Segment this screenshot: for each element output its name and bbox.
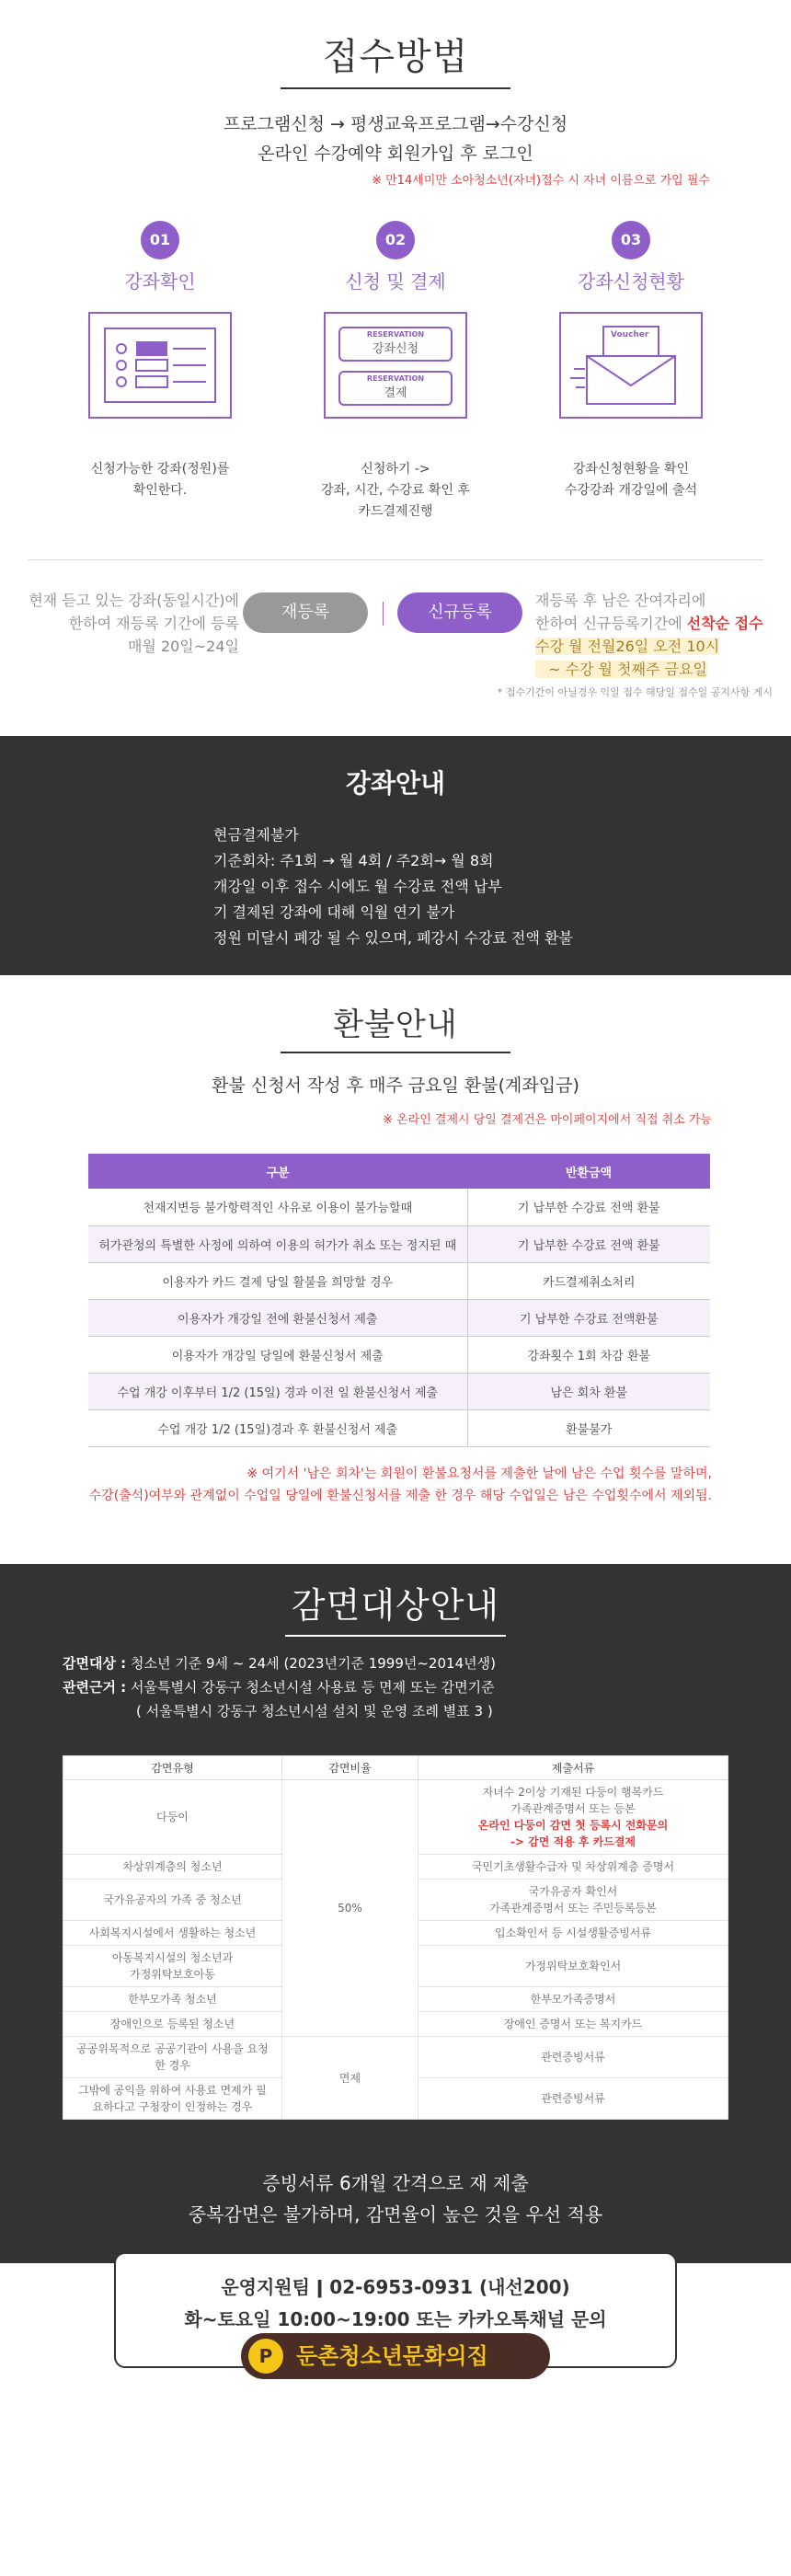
desc-text: 한하여 신규등록기간에 <box>535 615 687 632</box>
cell-line: 자녀수 2이상 기재된 다둥이 행복카드 <box>482 1786 664 1799</box>
step-desc-line: 강좌, 시간, 수강료 확인 후 <box>321 483 470 498</box>
cell: 차상위계층의 청소년 <box>63 1855 282 1880</box>
cell: 수업 개강 1/2 (15일)경과 후 환불신청서 제출 <box>88 1409 467 1446</box>
footnote-line: 중복감면은 불가하며, 감면율이 높은 것을 우선 적용 <box>188 2203 603 2225</box>
cell: 국가유공자의 가족 중 청소년 <box>63 1880 282 1921</box>
column-header: 감면유형 <box>63 1756 282 1780</box>
step-desc-line: 카드결제진행 <box>358 504 433 519</box>
table-row <box>88 1189 710 1225</box>
step-desc <box>294 459 497 523</box>
footnote-line: 증빙서류 6개월 간격으로 재 제출 <box>262 2172 529 2194</box>
cell: 가정위탁보호확인서 <box>418 1946 728 1987</box>
step-number: 01 <box>141 221 179 259</box>
cell: 기 납부한 수강료 전액 환불 <box>467 1189 710 1225</box>
title-underline <box>285 1635 506 1637</box>
apply-note: ※ 만14세미만 소아청소년(자녀)접수 시 자녀 이름으로 가입 필수 <box>372 174 710 188</box>
course-info-title: 강좌안내 <box>345 768 446 799</box>
center-name: 둔촌청소년문화의집 <box>296 2343 488 2369</box>
footnote-line: ※ 여기서 '남은 회차'는 회원이 환불요청서를 제출한 날에 남은 수업 횟수를 말하며, <box>246 1466 712 1481</box>
divider <box>28 559 763 560</box>
discount-footnote <box>0 2168 791 2230</box>
table-row <box>63 2037 728 2078</box>
cell-line: 요하다고 구청장이 인정하는 경우 <box>92 2100 253 2113</box>
desc-line: 재등록 후 남은 잔여자리에 <box>535 592 706 609</box>
info-label: 감면대상 : <box>63 1655 127 1672</box>
cell <box>63 2078 282 2120</box>
step-desc-line: 신청가능한 강좌(정원)를 <box>90 462 230 477</box>
cell-line: 그밖에 공익을 위하여 사용료 면제가 필 <box>78 2084 267 2097</box>
contact-hours: 화~토요일 10:00~19:00 또는 카카오톡채널 문의 <box>184 2308 607 2330</box>
list-item: 기준회차: 주1회 → 월 4회 / 주2회→ 월 8회 <box>213 852 494 869</box>
refund-title: 환불안내 <box>333 1006 458 1043</box>
desc-line: 매월 20일~24일 <box>127 638 239 655</box>
cell-line: 가정위탁보호아동 <box>130 1968 215 1981</box>
logo-p-icon: P <box>248 2339 283 2374</box>
desc-line <box>535 612 784 635</box>
step-3 <box>530 221 732 501</box>
step-title: 강좌확인 <box>124 270 196 293</box>
list-item: 개강일 이후 접수 시에도 월 수강료 전액 납부 <box>213 878 502 895</box>
cell: 남은 회차 환불 <box>467 1373 710 1409</box>
discount-basis-ref: ( 서울특별시 강동구 청소년시설 설치 및 운영 조례 별표 3 ) <box>136 1703 493 1719</box>
info-label: 관련근거 : <box>63 1679 127 1696</box>
cell: 환불불가 <box>467 1409 710 1446</box>
title-underline <box>281 1052 510 1053</box>
title-underline <box>281 87 510 89</box>
refund-subtitle: 환불 신청서 작성 후 매주 금요일 환불(계좌입금) <box>212 1075 579 1096</box>
table-row <box>88 1409 710 1446</box>
step-number: 03 <box>612 221 650 259</box>
refund-section <box>0 975 791 1564</box>
cell: 한부모가족 청소년 <box>63 1987 282 2012</box>
cell <box>418 1780 728 1855</box>
table-row <box>88 1299 710 1336</box>
rate-cell: 면제 <box>282 2037 418 2120</box>
apply-path: 프로그램신청 → 평생교육프로그램→수강신청 <box>223 114 568 134</box>
cell: 다둥이 <box>63 1780 282 1855</box>
column-header: 구분 <box>88 1154 467 1189</box>
cell: 장애인 증명서 또는 복지카드 <box>418 2012 728 2037</box>
cell: 국민기초생활수급자 및 차상위계층 증명서 <box>418 1855 728 1880</box>
cell-line: 가족관계증명서 또는 등본 <box>510 1802 636 1815</box>
cell: 이용자가 카드 결제 당일 활불을 희망할 경우 <box>88 1262 467 1299</box>
re-registration-button[interactable]: 재등록 <box>243 592 368 633</box>
discount-section <box>0 1564 791 2263</box>
list-item: 기 결제된 강좌에 대해 익월 연기 불가 <box>213 903 455 921</box>
cell <box>418 1880 728 1921</box>
apply-login: 온라인 수강예약 회원가입 후 로그인 <box>258 144 533 164</box>
reservation-tag: RESERVATION <box>366 330 425 339</box>
cell: 관련증빙서류 <box>418 2037 728 2078</box>
course-info-list <box>213 822 765 951</box>
cell: 입소확인서 등 시설생활증빙서류 <box>418 1921 728 1946</box>
voucher-envelope-icon <box>559 312 703 419</box>
step-title: 강좌신청현황 <box>578 270 684 293</box>
reservation-label: 강좌신청 <box>372 342 419 356</box>
cell-line: 아동복지시설의 청소년과 <box>111 1951 234 1964</box>
step-desc <box>530 459 732 501</box>
discount-target <box>63 1652 496 1674</box>
cell: 기 납부한 수강료 전액 환불 <box>467 1225 710 1262</box>
first-come-text: 선착순 접수 <box>686 615 763 632</box>
rate-cell: 50% <box>282 1780 418 2037</box>
new-registration-button[interactable]: 신규등록 <box>397 592 522 633</box>
cell: 관련증빙서류 <box>418 2078 728 2120</box>
cell <box>63 1946 282 1987</box>
step-title: 신청 및 결제 <box>345 270 446 293</box>
re-registration-desc <box>18 589 239 658</box>
new-registration-desc <box>535 589 784 681</box>
step-number: 02 <box>376 221 415 259</box>
discount-table <box>63 1755 728 2120</box>
cell: 장애인으로 등록된 청소년 <box>63 2012 282 2037</box>
checklist-icon <box>88 312 232 419</box>
cell-line: -> 감면 적용 후 카드결제 <box>510 1835 636 1848</box>
list-item: 현금결제불가 <box>213 826 299 844</box>
step-1 <box>59 221 261 501</box>
apply-title: 접수방법 <box>322 36 469 78</box>
info-value: 서울특별시 강동구 청소년시설 사용료 등 면제 또는 감면기준 <box>130 1679 495 1696</box>
cell: 사회복지시설에서 생활하는 청소년 <box>63 1921 282 1946</box>
step-2 <box>294 221 497 523</box>
list-item: 정원 미달시 폐강 될 수 있으며, 폐강시 수강료 전액 환불 <box>213 929 573 947</box>
cell: 수업 개강 이후부터 1/2 (15일) 경과 이전 일 환불신청서 제출 <box>88 1373 467 1409</box>
table-row <box>88 1373 710 1409</box>
column-header: 감면비율 <box>282 1756 418 1780</box>
cell: 카드결제취소처리 <box>467 1262 710 1299</box>
reservation-label: 결제 <box>384 386 407 400</box>
cell: 허가관청의 특별한 사정에 의하여 이용의 허가가 취소 또는 정지된 때 <box>88 1225 467 1262</box>
column-header: 반환금액 <box>467 1154 710 1189</box>
cell: 강좌횟수 1회 차감 환불 <box>467 1336 710 1373</box>
registration-row <box>0 589 791 699</box>
footnote-line: 수강(출석)여부와 관계없이 수업일 당일에 환불신청서를 제출 한 경우 해당 수업일은 남은 수업횟수에서 제외됨. <box>88 1489 712 1503</box>
reservation-icon <box>324 312 467 419</box>
refund-table <box>88 1154 710 1447</box>
cell-line: 국가유공자 확인서 <box>528 1885 618 1898</box>
period-highlight: 수강 월 전월26일 오전 10시 <box>535 638 720 655</box>
table-row <box>88 1262 710 1299</box>
cell: 이용자가 개강일 전에 환불신청서 제출 <box>88 1299 467 1336</box>
cell-line: 공공위목적으로 공공기관이 사용을 요청 <box>76 2042 269 2055</box>
step-desc-line: 수강강좌 개강일에 출석 <box>564 483 698 498</box>
step-desc-line: 신청하기 -> <box>361 462 430 477</box>
cell-line: 온라인 다둥이 감면 첫 등록시 전화문의 <box>477 1819 669 1832</box>
column-header: 제출서류 <box>418 1756 728 1780</box>
registration-footnote: * 접수기간이 아닐경우 익일 접수 해당일 접수일 공지사항 게시 <box>497 686 773 698</box>
step-desc-line: 강좌신청현황을 확인 <box>572 462 690 477</box>
apply-section <box>0 0 791 736</box>
refund-footnote <box>0 1463 791 1507</box>
desc-line: 한하여 재등록 기간에 등록 <box>68 615 239 632</box>
center-badge[interactable] <box>241 2333 550 2379</box>
step-desc-line: 확인한다. <box>132 483 188 498</box>
cell-line: 가족관계증명서 또는 주민등록등본 <box>489 1902 657 1915</box>
cell: 한부모가족증명서 <box>418 1987 728 2012</box>
table-row <box>88 1225 710 1262</box>
cell: 천재지변등 불가항력적인 사유로 이용이 불가능할때 <box>88 1189 467 1225</box>
info-value: 청소년 기준 9세 ~ 24세 (2023년기준 1999년~2014년생) <box>130 1655 496 1672</box>
reservation-tag: RESERVATION <box>366 374 425 383</box>
course-info-section <box>0 736 791 975</box>
step-desc <box>59 459 261 501</box>
period-highlight: ~ 수강 월 첫째주 금요일 <box>535 661 707 678</box>
cell-line: 한 경우 <box>155 2059 190 2072</box>
table-row <box>88 1336 710 1373</box>
cell: 이용자가 개강일 당일에 환불신청서 제출 <box>88 1336 467 1373</box>
cell: 기 납부한 수강료 전액환불 <box>467 1299 710 1336</box>
discount-basis <box>63 1676 495 1698</box>
contact-phone: 운영지원팀 ǀ 02-6953-0931 (내선200) <box>221 2276 570 2298</box>
discount-title: 감면대상안내 <box>291 1585 500 1626</box>
table-row <box>63 1780 728 1855</box>
separator <box>383 602 384 626</box>
desc-line: 현재 듣고 있는 강좌(동일시간)에 <box>29 592 239 609</box>
steps <box>0 221 791 570</box>
refund-note: ※ 온라인 결제시 당일 결제건은 마이페이지에서 직접 취소 가능 <box>383 1113 712 1127</box>
voucher-label: Voucher <box>611 330 649 339</box>
cell <box>63 2037 282 2078</box>
